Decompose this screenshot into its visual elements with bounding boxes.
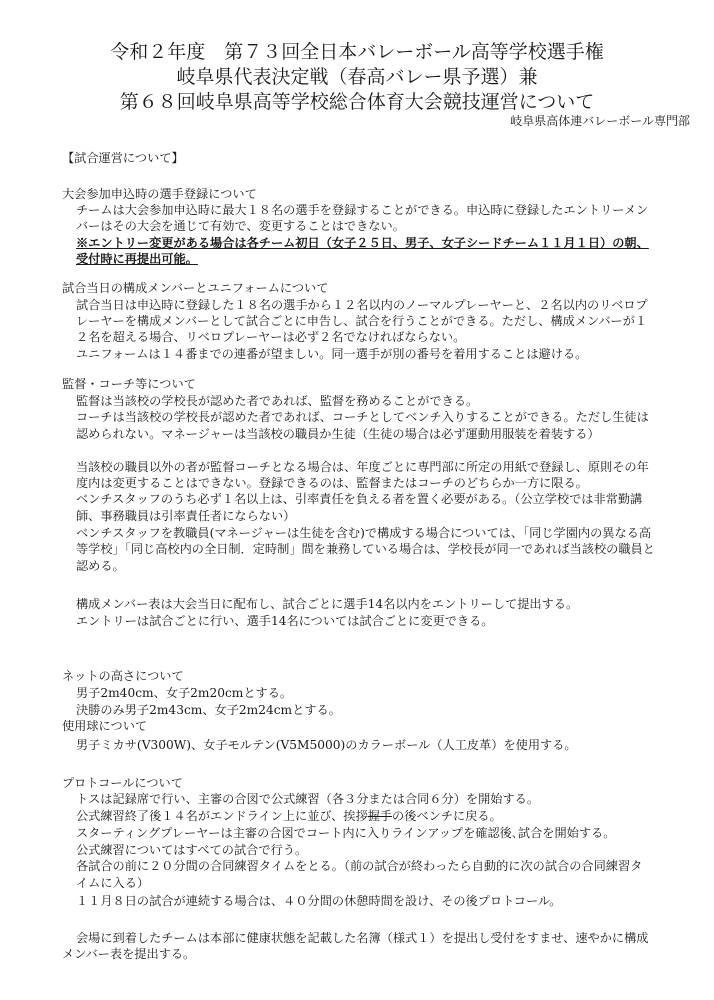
coaches-line: エントリーは試合ごとに行い、選手14名については試合ごとに変更できる。	[76, 614, 494, 628]
protocol-line: 各試合の前に２０分間の合同練習タイムをとる。（前の試合が終わったら自動的に次の試合の合同練習タ	[76, 859, 643, 873]
protocol-line: １１月８日の試合が連続する場合は、４０分間の休憩時間を設け、その後プロトコール。	[76, 894, 562, 908]
department-name: 岐阜県高体連バレーボール専門部	[510, 114, 690, 128]
coaches-line: 構成メンバー表は大会当日に配布し、試合ごとに選手14名以内をエントリーして提出する。	[76, 597, 579, 611]
coaches-line: 当該校の職員以外の者が監督コーチとなる場合は、年度ごとに専門部に所定の用紙で登録し、原則その年	[76, 460, 649, 474]
protocol-heading: プロトコールについて	[62, 776, 183, 790]
members-line: ２名を超える場合、リベロプレーヤーは必ず２名でなければならない。	[76, 330, 466, 344]
members-heading: 試合当日の構成メンバーとユニフォームについて	[62, 281, 329, 295]
members-line: 試合当日は申込時に登録した１８名の選手から１２名以内のノーマルプレーヤーと、２名以内のリベロプ	[76, 298, 648, 312]
net-line: 決勝のみ男子2m43cm、女子2m24cmとする。	[76, 703, 341, 717]
protocol-text: 公式練習終了後１４名がエンドライン上に並び、挨拶	[76, 809, 368, 823]
coaches-line: 認める。	[76, 559, 125, 573]
protocol-line: トスは記録席で行い、主審の合図で公式練習（各３分または合同６分）を開始する。	[76, 792, 540, 806]
coaches-line: コーチは当該校の学校長が認めた者であれば、コーチとしてベンチ入りすることができる。ただし生徒は	[76, 410, 649, 424]
coaches-heading: 監督・コーチ等について	[62, 377, 196, 391]
members-line: レーヤーを構成メンバーとして試合ごとに申告し、試合を行うことができる。ただし、構成メンバーが１	[76, 314, 648, 328]
registration-heading: 大会参加申込時の選手登録について	[62, 187, 257, 201]
protocol-struck-text: 握手	[367, 809, 393, 823]
net-line: 男子2m40cm、女子2m20cmとする。	[76, 686, 293, 700]
coaches-line: 監督は当該校の学校長が認めた者であれば、監督を務めることができる。	[76, 394, 479, 408]
coaches-line: 師、事務職員は引率責任者にならない）	[76, 509, 296, 523]
title-line-3: 第６８回岐阜県高等学校総合体育大会競技運営について	[119, 91, 595, 113]
coaches-line: 認められない。マネージャーは当該校の職員か生徒（生徒の場合は必ず運動用服装を着装する）	[76, 427, 600, 441]
section-title: 【試合運営について】	[62, 151, 184, 165]
registration-notice: ※エントリー変更がある場合は各チーム初日（女子２５日、男子、女子シードチーム１１月１日）の朝、	[76, 236, 649, 250]
coaches-line: 度内は変更することはできない。登録できるのは、監督またはコーチのどちらか一方に限る。	[76, 476, 588, 490]
title-line-2: 岐阜県代表決定戦（春高バレー県予選）兼	[176, 66, 538, 88]
members-line: ユニフォームは１４番までの連番が望ましい。同一選手が別の番号を着用することは避ける。	[76, 347, 588, 361]
protocol-line: イムに入る）	[76, 876, 150, 890]
protocol-line: スターティングプレーヤーは主審の合図でコート内に入りラインアップを確認後､試合を開始する。	[76, 826, 616, 840]
coaches-line: ベンチスタッフを教職員(マネージャーは生徒を含む)で構成する場合については、「同じ学園内の異なる高	[76, 526, 652, 540]
ball-line: 男子ミカサ(V300W)、女子モルテン(V5M5000)のカラーボール（人工皮革）を使用する。	[76, 738, 577, 752]
registration-line: バーはその大会を通じて有効で、変更することはできない。	[76, 219, 405, 233]
arrival-line: メンバー表を提出する。	[62, 947, 196, 961]
registration-line: チームは大会参加申込時に最大１８名の選手を登録することができる。申込時に登録したエントリーメン	[76, 203, 649, 217]
coaches-line: 等学校」「同じ高校内の全日制．定時制」間を兼務している場合は、学校長が同一であれば当該校の職員と	[76, 542, 655, 556]
protocol-text: の後ベンチに戻る。	[392, 809, 502, 823]
arrival-line: 会場に到着したチームは本部に健康状態を記載した名簿（様式１）を提出し受付をすませ、速やかに構成	[76, 931, 649, 945]
net-heading: ネットの高さについて	[62, 669, 184, 683]
protocol-line: 公式練習についてはすべての試合で行う。	[76, 843, 308, 857]
registration-notice: 受付時に再提出可能。	[76, 252, 198, 266]
coaches-line: ベンチスタッフのうち必ず１名以上は、引率責任を負える者を置く必要がある。（公立学校では非常勤講	[76, 492, 643, 506]
protocol-line-greeting	[76, 808, 502, 824]
ball-heading: 使用球について	[62, 719, 148, 733]
title-line-1: 令和２年度 第７３回全日本バレーボール高等学校選手権	[110, 41, 604, 63]
